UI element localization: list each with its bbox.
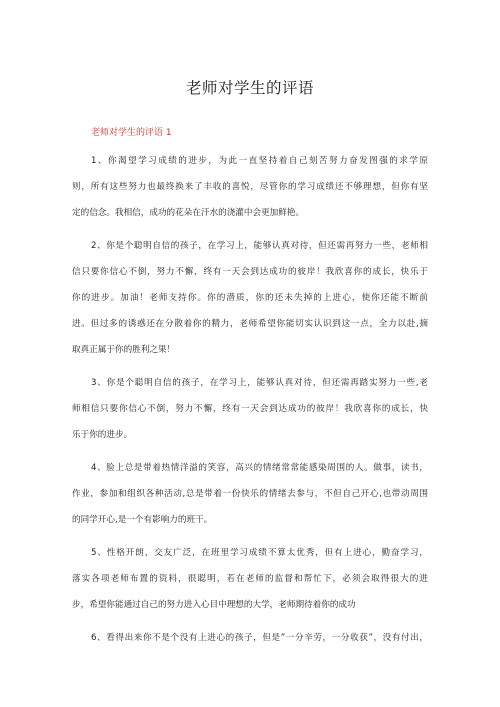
paragraph-5-line-1: 5、性格开朗，交友广泛，在班里学习成绩不算太优秀，但有上进心，勤奋学习， (91, 548, 428, 558)
document-title: 老师对学生的评语 (185, 79, 314, 97)
paragraph-4-line-1: 4、脸上总是带着热情洋溢的笑容，高兴的情绪常常能感染周围的人。做事，读书， (91, 463, 428, 473)
section-heading: 老师对学生的评语 1 (91, 128, 172, 138)
paragraph-3-line-3: 乐于你的进步。 (72, 430, 133, 440)
paragraph-2-line-4: 进。但过多的诱惑还在分散着你的精力，老师希望你能切实认识到这一点，全力以赴,摘 (72, 319, 428, 329)
paragraph-1-line-2: 则，所有这些努力也最终换来了丰收的喜悦，尽管你的学习成绩还不够理想，但你有坚 (72, 182, 428, 192)
paragraph-6-line-1: 6、看得出来你不是个没有上进心的孩子，但是”一分辛劳，一分收获”，没有付出， (91, 633, 428, 643)
paragraph-2-line-2: 信只要你信心不倒，努力不懈，终有一天会到达成功的彼岸！我欣喜你的成长，快乐于 (72, 267, 428, 277)
paragraph-5-line-3: 步，希望你能通过自己的努力进入心目中理想的大学，老师期待着你的成功 (72, 600, 356, 610)
paragraph-3-line-2: 师相信只要你信心不倒，努力不懈，终有一天会到达成功的彼岸！我欣喜你的成长，快 (72, 404, 428, 414)
paragraph-2-line-3: 你的进步。加油！老师支持你。你的潜质，你的还未失掉的上进心，使你还能不断前 (72, 293, 428, 303)
paragraph-3-line-1: 3、你是个聪明自信的孩子，在学习上，能够认真对待，但还需再踏实努力一些,老 (91, 378, 428, 388)
paragraph-1-line-1: 1、你渴望学习成绩的进步，为此一直坚持着自己刻苦努力奋发图强的求学原 (91, 156, 428, 166)
paragraph-2-line-5: 取真正属于你的胜利之果！ (72, 345, 176, 355)
paragraph-5-line-2: 落实各项老师布置的资料，很聪明，若在老师的监督和帮忙下，必须会取得很大的进 (72, 574, 428, 584)
paragraph-2-line-1: 2、你是个聪明自信的孩子，在学习上，能够认真对待，但还需再努力一些，老师相 (91, 241, 428, 251)
paragraph-1-line-3: 定的信念。我相信，成功的花朵在汗水的浇灌中会更加鲜艳。 (72, 208, 305, 218)
paragraph-4-line-2: 作业，参加和组织各种活动,总是带着一份快乐的情绪去参与，不但自己开心,也带动周围 (72, 489, 428, 499)
paragraph-4-line-3: 的同学开心,是一个有影响力的班干。 (72, 515, 213, 525)
